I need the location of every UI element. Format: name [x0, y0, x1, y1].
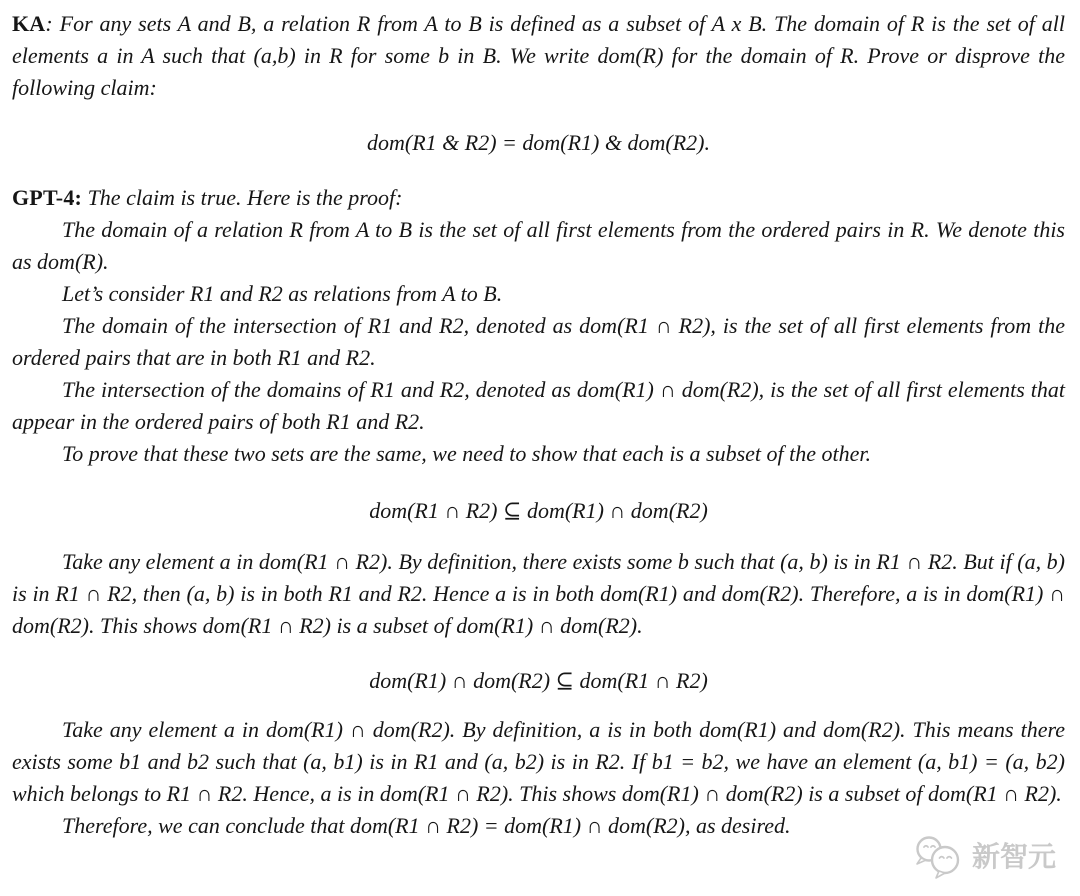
- watermark-text: 新智元: [971, 840, 1056, 873]
- gpt4-intro-paragraph: [12, 182, 1065, 214]
- speech-bubbles-icon: [912, 834, 964, 880]
- paragraph-proof-direction-1: Take any element a in dom(R1 ∩ R2). By definition, there exists some b such that (a, b) is in R1 ∩ R2. But if (a, b) is in R1 ∩ R2, then (a, b) is in both R1 and R2. Hence a is in both dom(R1) and dom(R2). Therefore, a is in dom(R1) ∩ dom(R2). This shows dom(R1 ∩ R2) is a subset of dom(R1) ∩ dom(R2).: [12, 549, 1065, 638]
- ka-colon: :: [45, 11, 60, 36]
- paragraph-consider-relations: Let’s consider R1 and R2 as relations from A to B.: [62, 281, 503, 306]
- claim-formula: dom(R1 & R2) = dom(R1) & dom(R2).: [367, 130, 710, 155]
- paragraph-proof-direction-2: Take any element a in dom(R1) ∩ dom(R2). By definition, a is in both dom(R1) and dom(R2). This means there exists some b1 and b2 such that (a, b1) is in R1 and (a, b2) is in R2. If b1 = b2, we have an element (a, b1) = (a, b2) which belongs to R1 ∩ R2. Hence, a is in dom(R1 ∩ R2). This shows dom(R1) ∩ dom(R2) is a subset of dom(R1 ∩ R2).: [12, 717, 1065, 806]
- paragraph-intersection-relation: The domain of the intersection of R1 and R2, denoted as dom(R1 ∩ R2), is the set of all first elements from the ordered pairs that are in both R1 and R2.: [12, 313, 1065, 370]
- paragraph-intersection-domains: The intersection of the domains of R1 and R2, denoted as dom(R1) ∩ dom(R2), is the set of all first elements that appear in the ordered pairs of both R1 and R2.: [12, 377, 1065, 434]
- ka-prompt-paragraph: [12, 8, 1065, 104]
- ka-speaker-label: KA: [12, 11, 46, 36]
- watermark: [912, 834, 1056, 880]
- ka-prompt-text: For any sets A and B, a relation R from A to B is defined as a subset of A x B. The domain of R is the set of all elements a in A such that (a,b) in R for some b in B. We write dom(R) for the domain of R. Prove or disprove the following claim:: [12, 11, 1065, 100]
- subset-formula-1: dom(R1 ∩ R2) ⊆ dom(R1) ∩ dom(R2): [369, 498, 708, 523]
- paragraph-domain-definition: The domain of a relation R from A to B is the set of all first elements from the ordered pairs in R. We denote this as dom(R).: [12, 217, 1065, 274]
- subset-formula-2: dom(R1) ∩ dom(R2) ⊆ dom(R1 ∩ R2): [369, 668, 708, 693]
- paragraph-prove-strategy: To prove that these two sets are the same, we need to show that each is a subset of the other.: [62, 441, 872, 466]
- gpt4-speaker-label: GPT-4:: [12, 185, 83, 210]
- paragraph-conclusion: Therefore, we can conclude that dom(R1 ∩ R2) = dom(R1) ∩ dom(R2), as desired.: [62, 813, 791, 838]
- gpt4-intro-text: The claim is true. Here is the proof:: [82, 185, 403, 210]
